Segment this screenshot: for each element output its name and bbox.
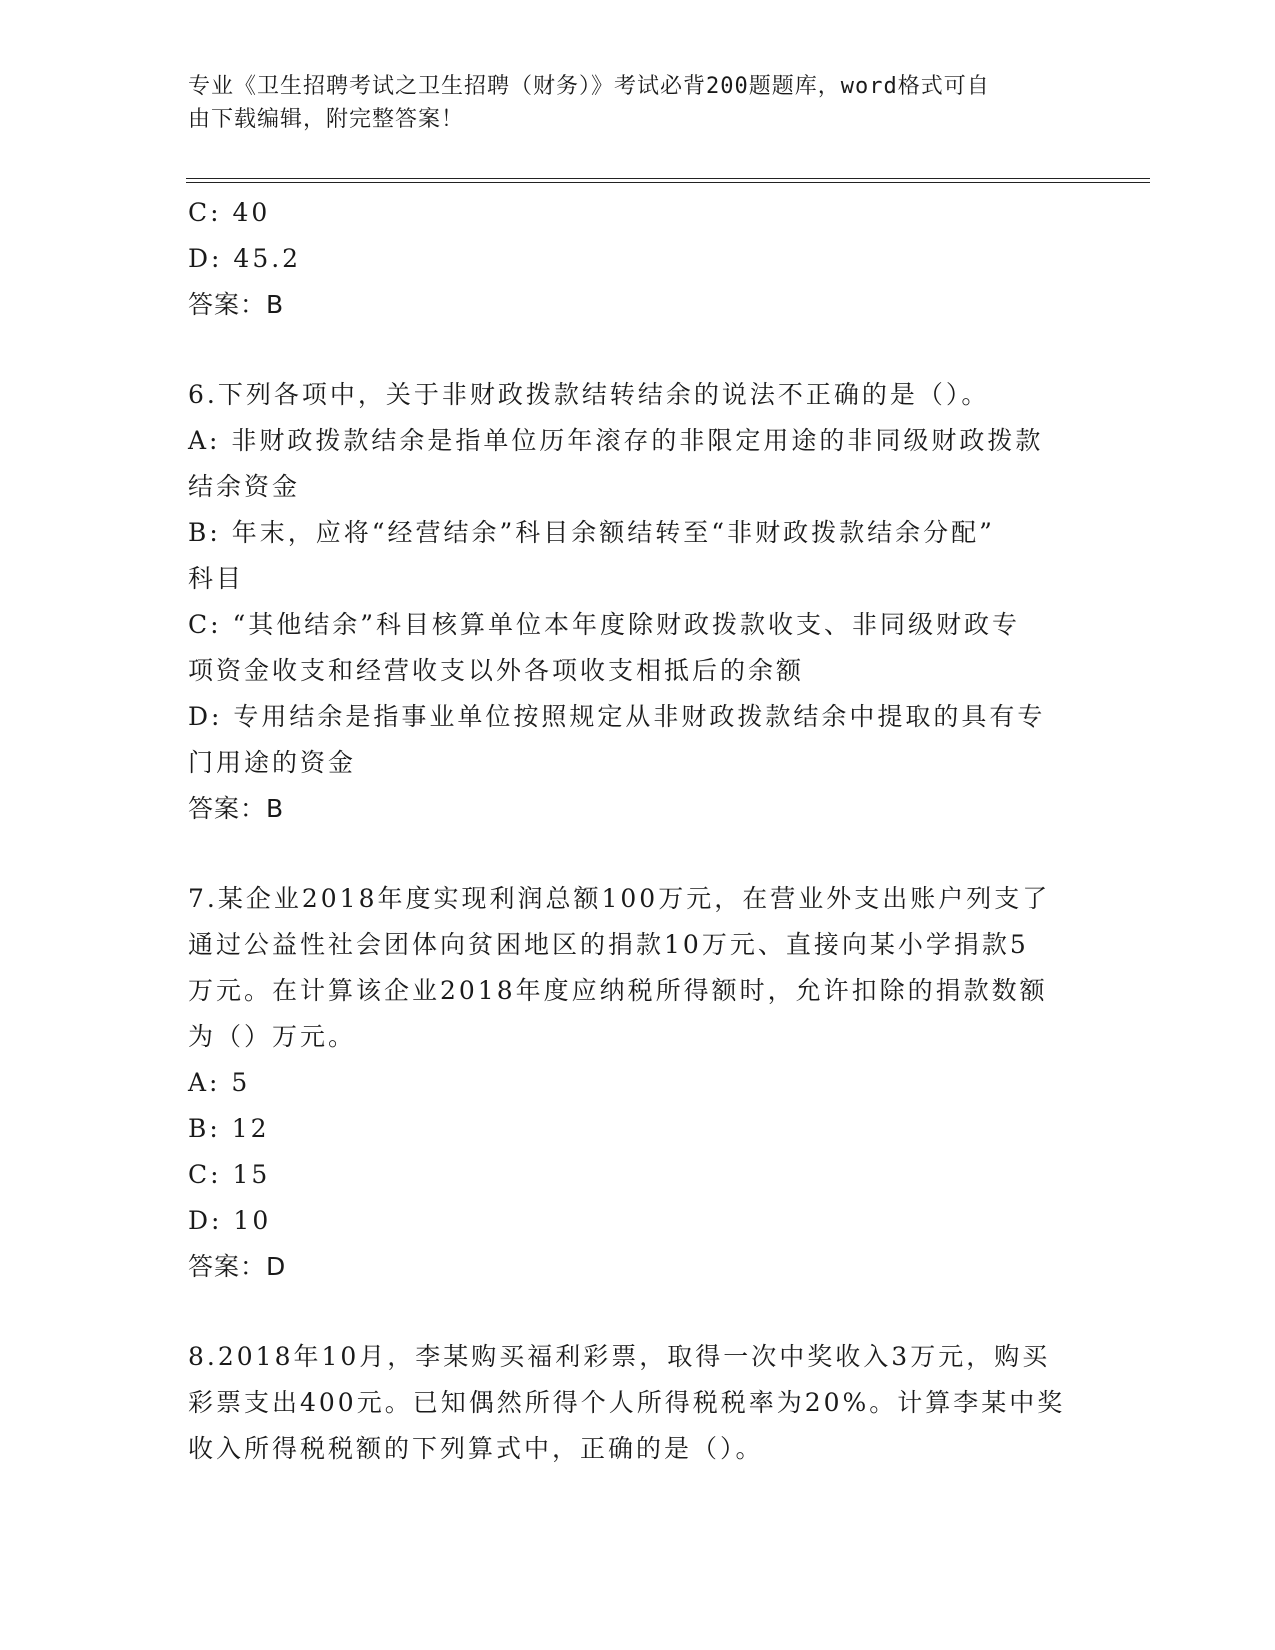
question-7	[188, 876, 1088, 1290]
question-stem-cont: 彩票支出400元。已知偶然所得个人所得税税率为20%。计算李某中奖	[188, 1388, 1066, 1417]
header-divider-top	[186, 178, 1150, 179]
header-divider-bottom	[186, 182, 1150, 183]
answer: 答案：B	[188, 794, 285, 823]
option-b: B: 年末，应将“经营结余”科目余额结转至“非财政拨款结余分配”	[188, 518, 995, 547]
option-d-cont: 门用途的资金	[188, 748, 357, 777]
question-stem-cont: 万元。在计算该企业2018年度应纳税所得额时，允许扣除的捐款数额	[188, 976, 1048, 1005]
question-6	[188, 372, 1088, 832]
document-header	[188, 70, 1088, 136]
spacer	[188, 1290, 1088, 1334]
header-line-2: 由下载编辑，附完整答案！	[188, 107, 465, 132]
option-c: C: 40	[188, 198, 271, 227]
option-d: D: 10	[188, 1206, 272, 1235]
option-d: D: 专用结余是指事业单位按照规定从非财政拨款结余中提取的具有专	[188, 702, 1046, 731]
question-content	[188, 190, 1088, 1472]
option-b-cont: 科目	[188, 564, 245, 593]
option-c-cont: 项资金收支和经营收支以外各项收支相抵后的余额	[188, 656, 805, 685]
question-stem-cont: 为（）万元。	[188, 1022, 357, 1051]
option-b: B: 12	[188, 1114, 270, 1143]
option-a: A: 非财政拨款结余是指单位历年滚存的非限定用途的非同级财政拨款	[188, 426, 1044, 455]
spacer	[188, 832, 1088, 876]
question-stem-cont: 收入所得税税额的下列算式中，正确的是（）。	[188, 1434, 764, 1463]
option-c: C: “其他结余”科目核算单位本年度除财政拨款收支、非同级财政专	[188, 610, 1021, 639]
question-5-tail	[188, 190, 1088, 328]
spacer	[188, 328, 1088, 372]
answer: 答案：B	[188, 290, 285, 319]
question-stem: 8.2018年10月，李某购买福利彩票，取得一次中奖收入3万元，购买	[188, 1342, 1051, 1371]
answer: 答案：D	[188, 1252, 287, 1281]
option-c: C: 15	[188, 1160, 271, 1189]
header-line-1: 专业《卫生招聘考试之卫生招聘（财务）》考试必背200题题库，word格式可自	[188, 74, 990, 99]
option-a: A: 5	[188, 1068, 251, 1097]
option-d: D: 45.2	[188, 244, 302, 273]
question-stem: 6.下列各项中，关于非财政拨款结转结余的说法不正确的是（）。	[188, 380, 990, 409]
question-8	[188, 1334, 1088, 1472]
option-a-cont: 结余资金	[188, 472, 301, 501]
question-stem-cont: 通过公益性社会团体向贫困地区的捐款10万元、直接向某小学捐款5	[188, 930, 1029, 959]
question-stem: 7.某企业2018年度实现利润总额100万元，在营业外支出账户列支了	[188, 884, 1051, 913]
